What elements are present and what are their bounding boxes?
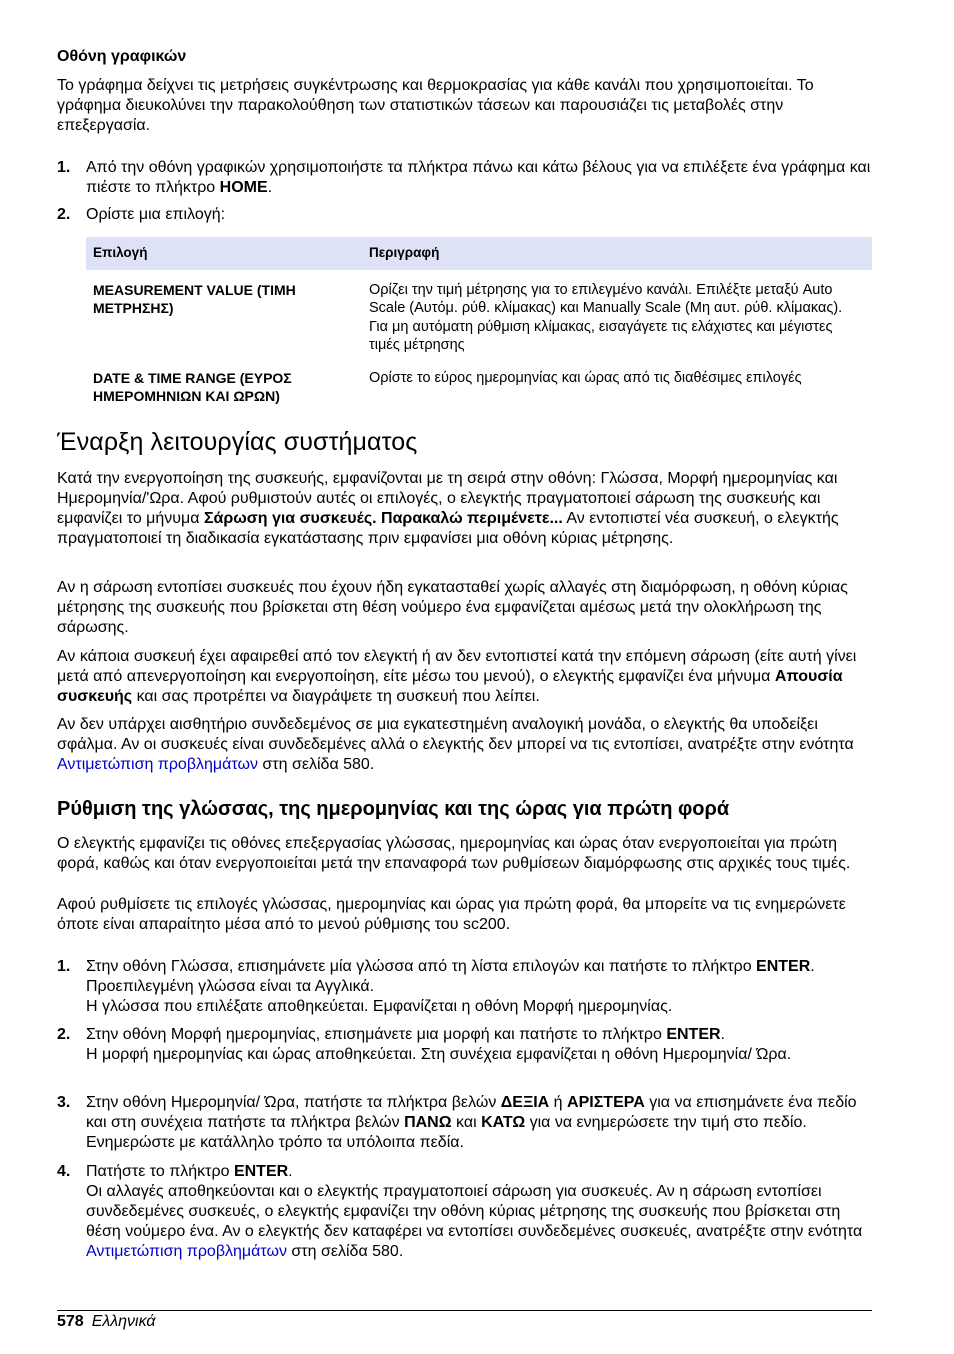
graph-screen-heading: Οθόνη γραφικών	[57, 48, 187, 65]
step-text: Στην οθόνη Μορφή ημερομηνίας, επισημάνετε μια μορφή και πατήστε το πλήκτρο ENTER. Η μορφή ημερομηνίας και ώρας αποθηκεύεται. Στη συνέχεια εμφανίζεται η οθόνη Ημερομηνία/ Ώρα.	[86, 1026, 792, 1063]
troubleshooting-link[interactable]: Αντιμετώπιση προβλημάτων	[57, 756, 258, 773]
step-number: 4.	[57, 1163, 71, 1180]
column-header-description: Περιγραφή	[362, 237, 872, 270]
footer-divider	[57, 1310, 872, 1311]
startup-paragraph-2: Αν η σάρωση εντοπίσει συσκευές που έχουν ήδη εγκατασταθεί χωρίς αλλαγές στη διαμόρφωση, η οθόνη κύριας μέτρησης της συσκευής που βρίσκεται στη θέση νούμερο ένα εμφανίζεται αμέσως μετά την ολοκλήρωση της σάρωσης.	[57, 579, 848, 636]
step-number: 1.	[57, 159, 71, 176]
description-cell: Ορίζει την τιμή μέτρησης για το επιλεγμένο κανάλι. Επιλέξτε μεταξύ Auto Scale (Αυτόμ. ρύθ. κλίμακας) και Manually Scale (Μη αυτ. ρύθ. κλίμακας). Για μη αυτόματη ρύθμιση κλίμακας, εισαγάγετε τις ελάχιστες και μέγιστες τιμές μέτρησης	[369, 281, 843, 353]
step-number: 3.	[57, 1094, 71, 1111]
step-text: Ορίστε μια επιλογή:	[86, 206, 226, 223]
column-header-option: Επιλογή	[86, 237, 362, 270]
graph-screen-intro: Το γράφημα δείχνει τις μετρήσεις συγκέντρωσης και θερμοκρασίας για κάθε κανάλι που χρησιμοποιείται. Το γράφημα διευκολύνει την παρακολούθηση των στατιστικών τάσεων και παρουσιάζει τις μεταβολές στην επεξεργασία.	[57, 77, 814, 134]
page-footer	[57, 1312, 156, 1332]
startup-paragraph-4: Αν δεν υπάρχει αισθητήριο συνδεδεμένος σε μια εγκατεστημένη αναλογική μονάδα, ο ελεγκτής θα υποδείξει σφάλμα. Αν οι συσκευές είναι συνδεδεμένες αλλά ο ελεγκτής δεν μπορεί να τις εντοπίσει, ανατρέξτε στην ενότητα Αντιμετώπιση προβλημάτων στη σελίδα 580.	[57, 716, 854, 773]
step-number: 2.	[57, 1026, 71, 1043]
table-row	[86, 270, 872, 363]
option-cell: MEASUREMENT VALUE (ΤΙΜΗ ΜΕΤΡΗΣΗΣ)	[93, 281, 296, 316]
troubleshooting-link[interactable]: Αντιμετώπιση προβλημάτων	[86, 1243, 287, 1260]
step-text: Στην οθόνη Γλώσσα, επισημάνετε μία γλώσσα από τη λίστα επιλογών και πατήστε το πλήκτρο ENTER. Προεπιλεγμένη γλώσσα είναι τα Αγγλικά. Η γλώσσα που επιλέξατε αποθηκεύεται. Εμφανίζεται η οθόνη Μορφή ημερομηνίας.	[86, 958, 815, 1015]
table-header-row	[86, 237, 872, 270]
options-table	[86, 237, 872, 406]
option-cell: DATE & TIME RANGE (ΕΥΡΟΣ ΗΜΕΡΟΜΗΝΙΩΝ ΚΑΙ ΩΡΩΝ)	[93, 369, 292, 404]
description-cell: Ορίστε το εύρος ημερομηνίας και ώρας από τις διαθέσιμες επιλογές	[369, 369, 802, 386]
missing-device-message: Απουσία συσκευής	[57, 668, 843, 705]
step-number: 2.	[57, 206, 71, 223]
scanning-message: Σάρωση για συσκευές. Παρακαλώ περιμένετε...	[203, 510, 563, 527]
startup-paragraph-3: Αν κάποια συσκευή έχει αφαιρεθεί από τον ελεγκτή ή αν δεν εντοπιστεί κατά την επόμενη σάρωση (είτε αυτή γίνει μετά από απενεργοποίηση και ενεργοποίηση, είτε μέσω του μενού), ο ελεγκτής εμφανίζει ένα μήνυμα Απουσία συσκευής και σας προτρέπει να διαγράψετε τη συσκευή που λείπει.	[57, 648, 857, 705]
step-number: 1.	[57, 958, 71, 975]
step-text: Από την οθόνη γραφικών χρησιμοποιήστε τα πλήκτρα πάνω και κάτω βέλους για να επιλέξετε ένα γράφημα και πιέστε το πλήκτρο HOME.	[86, 159, 871, 196]
page-number: 578	[57, 1313, 84, 1330]
table-row	[86, 363, 872, 406]
language-setup-paragraph-1: Ο ελεγκτής εμφανίζει τις οθόνες επεξεργασίας γλώσσας, ημερομηνίας και ώρας όταν ενεργοποιείται για πρώτη φορά, καθώς και όταν ενεργοποιείται μετά την επαναφορά των ρυθμίσεων διαμόρφωσης στις αρχικές τους τιμές.	[57, 835, 851, 872]
language-setup-paragraph-2: Αφού ρυθμίσετε τις επιλογές γλώσσας, ημερομηνίας και ώρας για πρώτη φορά, θα μπορείτε να τις ενημερώνετε όποτε είναι απαραίτητο μέσα από το μενού ρύθμισης του sc200.	[57, 896, 846, 933]
step-text: Πατήστε το πλήκτρο ENTER. Οι αλλαγές αποθηκεύονται και ο ελεγκτής πραγματοποιεί σάρωση για συσκευές. Αν η σάρωση εντοπίσει συνδεδεμένες συσκευές, ο ελεγκτής εμφανίζει την οθόνη κύριας μέτρησης της συσκευής που βρίσκεται στη θέση νούμερο ένα. Αν ο ελεγκτής δεν καταφέρει να εντοπίσει συνδεδεμένες συσκευές, ανατρέξτε στην ενότητα Αντιμετώπιση προβλημάτων στη σελίδα 580.	[86, 1163, 863, 1260]
step-text: Στην οθόνη Ημερομηνία/ Ώρα, πατήστε τα πλήκτρα βελών ΔΕΞΙΑ ή ΑΡΙΣΤΕΡΑ για να επισημάνετε ένα πεδίο και στη συνέχεια πατήστε τα πλήκτρα βελών ΠΑΝΩ και ΚΑΤΩ για να ενημερώσετε την τιμή στο πεδίο. Ενημερώστε με κατάλληλο τρόπο τα υπόλοιπα πεδία.	[86, 1094, 857, 1151]
startup-paragraph-1: Κατά την ενεργοποίηση της συσκευής, εμφανίζονται με τη σειρά στην οθόνη: Γλώσσα, Μορφή ημερομηνίας και Ημερομηνία/'Ωρα. Αφού ρυθμιστούν αυτές οι επιλογές, ο ελεγκτής πραγματοποιεί σάρωση της συσκευής και εμφανίζει το μήνυμα Σάρωση για συσκευές. Παρακαλώ περιμένετε... Αν εντοπιστεί νέα συσκευή, ο ελεγκτής πραγματοποιεί τη διαδικασία εγκατάστασης πριν εμφανίσει μια οθόνη κύριας μέτρησης.	[57, 470, 839, 547]
footer-language: Ελληνικά	[91, 1313, 156, 1330]
language-setup-heading: Ρύθμιση της γλώσσας, της ημερομηνίας και της ώρας για πρώτη φορά	[57, 798, 730, 820]
key-home: HOME	[219, 179, 268, 196]
startup-heading: Έναρξη λειτουργίας συστήματος	[57, 428, 418, 456]
